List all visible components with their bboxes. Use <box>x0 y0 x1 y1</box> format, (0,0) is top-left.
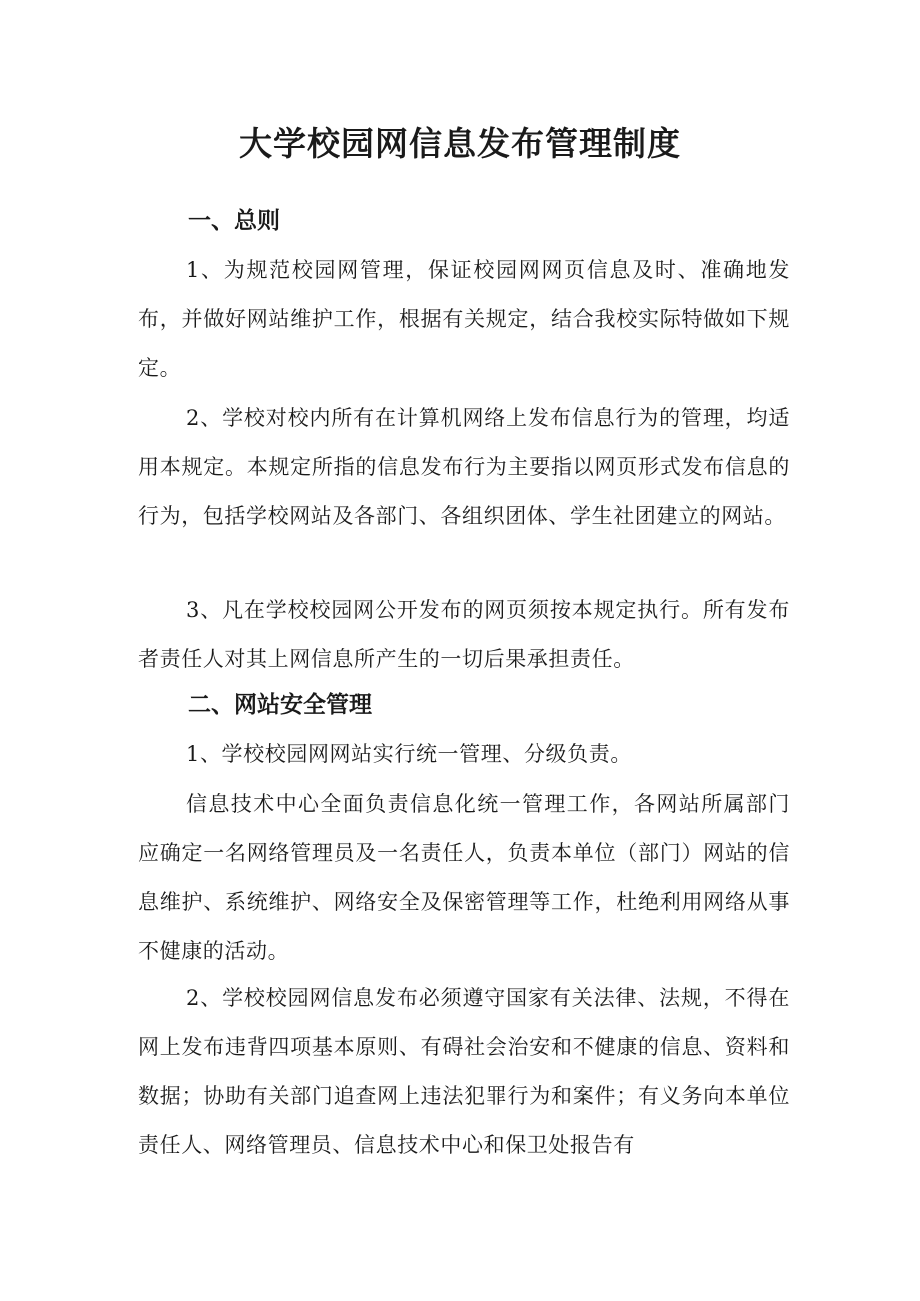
paragraph-general-3: 3、凡在学校校园网公开发布的网页须按本规定执行。所有发布者责任人对其上网信息所产生的一切后果承担责任。 <box>138 598 790 671</box>
paragraph-general-1: 1、为规范校园网管理，保证校园网网页信息及时、准确地发布，并做好网站维护工作，根据有关规定，结合我校实际特做如下规定。 <box>138 258 790 380</box>
section-heading-site-security: 二、网站安全管理 <box>188 692 372 718</box>
paragraph-security-2: 信息技术中心全面负责信息化统一管理工作，各网站所属部门应确定一名网络管理员及一名责任人，负责本单位（部门）网站的信息维护、系统维护、网络安全及保密管理等工作，杜绝利用网络从事不健康的活动。 <box>138 792 790 963</box>
paragraph-security-1: 1、学校校园网网站实行统一管理、分级负责。 <box>186 742 632 766</box>
paragraph-general-2: 2、学校对校内所有在计算机网络上发布信息行为的管理，均适用本规定。本规定所指的信息发布行为主要指以网页形式发布信息的行为，包括学校网站及各部门、各组织团体、学生社团建立的网站。 <box>138 406 790 528</box>
paragraph-security-3: 2、学校校园网信息发布必须遵守国家有关法律、法规，不得在网上发布违背四项基本原则、有碍社会治安和不健康的信息、资料和数据；协助有关部门追查网上违法犯罪行为和案件；有义务向本单位责任人、网络管理员、信息技术中心和保卫处报告有 <box>138 986 790 1157</box>
document-title: 大学校园网信息发布管理制度 <box>239 124 681 163</box>
section-heading-general: 一、总则 <box>188 208 280 234</box>
